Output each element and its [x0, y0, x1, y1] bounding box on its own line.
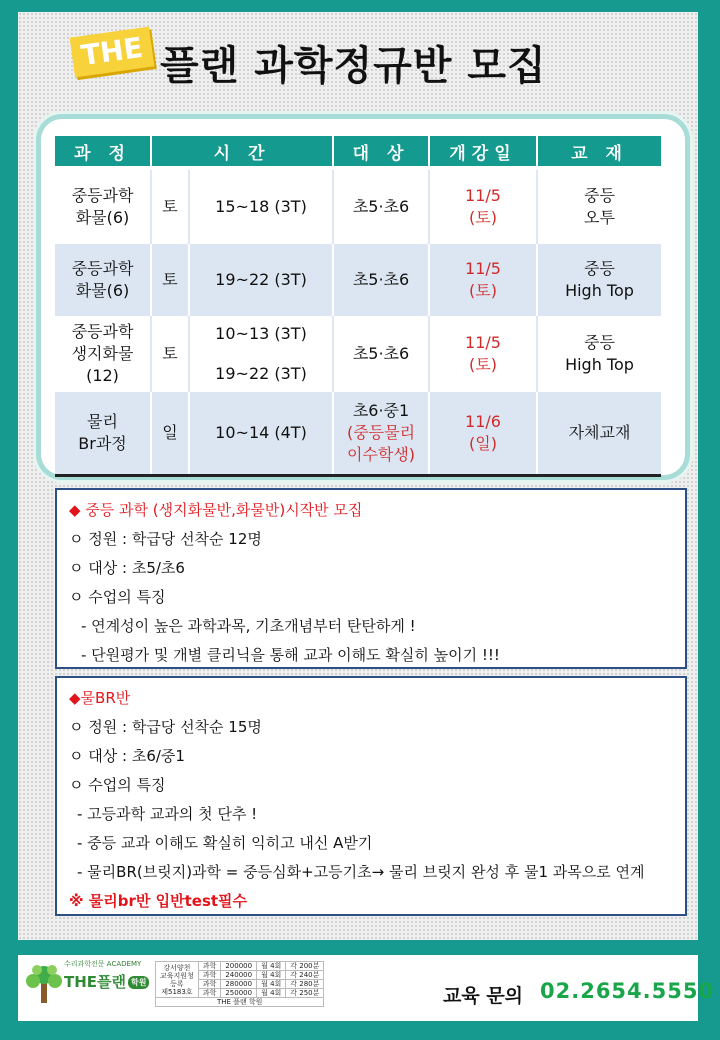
start-date-cell: 11/5 (토) [429, 244, 537, 316]
fee-cell: 240000 [221, 971, 257, 980]
column-header: 교 재 [537, 136, 661, 166]
table-header-row [55, 136, 661, 166]
fee-cell: 과학 [198, 962, 221, 971]
table-row [55, 316, 661, 392]
column-header: 개강일 [429, 136, 537, 166]
tuition-table [155, 961, 324, 1007]
middle-school-science-box [55, 488, 687, 669]
feature-item: - 물리BR(브릿지)과학 = 중등심화+고등기초→ 물리 브릿지 완성 후 물1 과목으로 연계 [77, 863, 645, 881]
start-date-cell: 11/5 (토) [429, 170, 537, 244]
fee-cell: 각 200분 [286, 962, 324, 971]
feature-item: - 단원평가 및 개별 클리닉을 통해 교과 이해도 확실히 높이기 !!! [81, 646, 500, 664]
course-cell: 중등과학 화물(6) [55, 170, 151, 244]
fee-cell: 월 4회 [257, 971, 286, 980]
fee-table-footer: THE 플랜 학원 [156, 998, 324, 1007]
table-row [55, 392, 661, 476]
academy-tagline: 수리과학전문 ACADEMY [64, 960, 142, 968]
fee-cell: 월 4회 [257, 989, 286, 998]
time-cell: 15~18 (3T) [189, 170, 333, 244]
target-text: ㅇ 대상 : 초5/초6 [69, 559, 185, 577]
academy-logo-name: THE플랜 학원 [64, 971, 149, 992]
fee-cell: 월 4회 [257, 962, 286, 971]
fee-cell: 과학 [198, 971, 221, 980]
academy-badge: 학원 [128, 976, 149, 989]
time-cell: 10~13 (3T) 19~22 (3T) [189, 316, 333, 392]
features-title: ㅇ 수업의 특징 [69, 776, 166, 794]
box-heading: ◆물BR반 [69, 689, 131, 707]
registration-cell: 강서양천 교육지원청 등록 제5183호 [156, 962, 199, 998]
fee-cell: 각 250분 [286, 989, 324, 998]
contact-label: 교육 문의 [443, 985, 524, 1007]
day-cell: 일 [151, 392, 189, 476]
tree-logo-icon [22, 961, 66, 1005]
the-badge: THE [70, 27, 155, 78]
footer [18, 955, 715, 1021]
day-cell: 토 [151, 170, 189, 244]
textbook-cell: 중등 High Top [537, 244, 661, 316]
fee-cell: 250000 [221, 989, 257, 998]
textbook-cell: 중등 High Top [537, 316, 661, 392]
contact-phone: 02.2654.5550 [540, 979, 715, 1003]
day-cell: 토 [151, 316, 189, 392]
course-cell: 중등과학 생지화물 (12) [55, 316, 151, 392]
column-header: 시 간 [151, 136, 333, 166]
textbook-cell: 중등 오투 [537, 170, 661, 244]
box-heading: ◆ 중등 과학 (생지화물반,화물반)시작반 모집 [69, 501, 363, 519]
fee-cell: 과학 [198, 980, 221, 989]
features-title: ㅇ 수업의 특징 [69, 588, 166, 606]
column-header: 대 상 [333, 136, 429, 166]
feature-item: - 고등과학 교과의 첫 단추 ! [77, 805, 258, 823]
fee-cell: 200000 [221, 962, 257, 971]
start-date-cell: 11/6 (일) [429, 392, 537, 476]
day-cell: 토 [151, 244, 189, 316]
time-cell: 19~22 (3T) [189, 244, 333, 316]
start-date-cell: 11/5 (토) [429, 316, 537, 392]
table-row [55, 244, 661, 316]
physics-br-box [55, 676, 687, 916]
textbook-cell: 자체교재 [537, 392, 661, 476]
time-cell: 10~14 (4T) [189, 392, 333, 476]
course-cell: 중등과학 화물(6) [55, 244, 151, 316]
quota-text: ㅇ 정원 : 학급당 선착순 15명 [69, 718, 262, 736]
target-cell: 초5·초6 [333, 170, 429, 244]
feature-item: - 연계성이 높은 과학과목, 기초개념부터 탄탄하게 ! [81, 617, 416, 635]
fee-cell: 각 280분 [286, 980, 324, 989]
target-cell: 초5·초6 [333, 244, 429, 316]
target-cell: 초6·중1 (중등물리 이수학생) [333, 392, 429, 476]
fee-cell: 280000 [221, 980, 257, 989]
fee-cell: 과학 [198, 989, 221, 998]
quota-text: ㅇ 정원 : 학급당 선착순 12명 [69, 530, 262, 548]
fee-cell: 각 240분 [286, 971, 324, 980]
schedule-table [55, 136, 661, 477]
fee-cell: 월 4회 [257, 980, 286, 989]
feature-item: - 중등 교과 이해도 확실히 익히고 내신 A받기 [77, 834, 373, 852]
table-row [55, 170, 661, 244]
course-cell: 물리 Br과정 [55, 392, 151, 476]
column-header: 과 정 [55, 136, 151, 166]
entrance-test-note: ※ 물리br반 입반test필수 [69, 892, 248, 910]
page-title: 플랜 과학정규반 모집 [160, 43, 547, 89]
target-cell: 초5·초6 [333, 316, 429, 392]
target-text: ㅇ 대상 : 초6/중1 [69, 747, 185, 765]
